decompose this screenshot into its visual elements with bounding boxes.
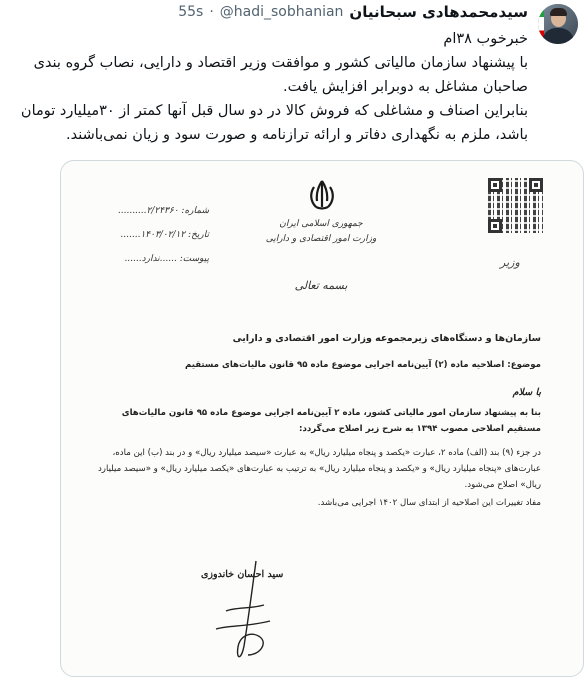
basmala: بسمه تعالی [294, 279, 348, 292]
tweet-text [6, 27, 528, 147]
paragraph-1: بنا به پیشنهاد سازمان امور مالیاتی کشور، ماده ۲ آیین‌نامه اجرایی موضوع ماده ۹۵ قانون مالیات‌های مستقیم اصلاحی مصوب ۱۳۹۴ به شرح زیر اصلاح می‌گردد: [121, 408, 541, 434]
letterhead [261, 217, 381, 247]
separator-dot: · [209, 4, 214, 20]
iran-emblem-icon [304, 179, 340, 211]
timestamp[interactable]: 55s [178, 4, 204, 20]
letter-body [89, 331, 541, 513]
letter-number: شماره: ۲/۲۴۳۶۰.......... [117, 206, 209, 216]
tweet-media-image[interactable] [60, 160, 584, 677]
paragraph-2: در جزء (۹) بند (الف) ماده ۲، عبارت «یکصد و پنجاه میلیارد ریال» به عبارت «سیصد میلیارد ریال» و در بند (ب) این ماده، عبارت‌های «پنجاه میلیارد ریال» و «یکصد و پنجاه میلیارد ریال» به ترتیب به عبارت‌های «یکصد میلیارد ریال» و «سیصد میلیارد ریال» اصلاح می‌شود. [97, 448, 541, 490]
subject: موضوع: اصلاحیه ماده (۲) آیین‌نامه اجرایی موضوع ماده ۹۵ قانون مالیات‌های مستقیم [184, 360, 541, 370]
paragraph-3: مفاد تغییرات این اصلاحیه از ابتدای سال ۱۴۰۲ اجرایی می‌باشد. [317, 498, 541, 508]
addressee: سازمان‌ها و دستگاه‌های زیرمجموعه وزارت امور اقتصادی و دارایی [232, 333, 541, 344]
letter-date: تاریخ: ۱۴۰۳/۰۲/۱۲....... [120, 230, 209, 240]
ministry-name: وزارت امور اقتصادی و دارایی [265, 234, 377, 244]
qr-code-icon [488, 178, 543, 233]
republic-name: جمهوری اسلامی ایران [279, 219, 363, 229]
vazir-label: وزیر [500, 256, 520, 269]
display-name[interactable]: سیدمحمدهادی سبحانیان [349, 3, 528, 21]
handle[interactable]: @hadi_sobhanian [219, 4, 344, 20]
greeting: با سلام [512, 387, 541, 398]
tweet-line: بنابراین اصناف و مشاغلی که فروش کالا در دو سال قبل آنها کمتر از ۳۰میلیارد تومان باشد، ملزم به نگهداری دفاتر و ارائه ترازنامه و صورت سود و زیان نمی‌باشند. [20, 103, 528, 143]
letter-attachment: پیوست: ......ندارد...... [124, 254, 209, 264]
signer-name: سید احسان خاندوزی [201, 569, 284, 580]
letter-meta [79, 199, 209, 271]
tweet-line: خبرخوب ۳۸ام [443, 31, 528, 47]
tweet-line: با پیشنهاد سازمان مالیاتی کشور و موافقت وزیر اقتصاد و دارایی، نصاب گروه بندی صاحبان مشاغل به دوبرابر افزایش یافت. [33, 55, 528, 95]
author-line [178, 3, 528, 21]
avatar[interactable] [538, 4, 578, 44]
ministry-letter [61, 161, 583, 676]
